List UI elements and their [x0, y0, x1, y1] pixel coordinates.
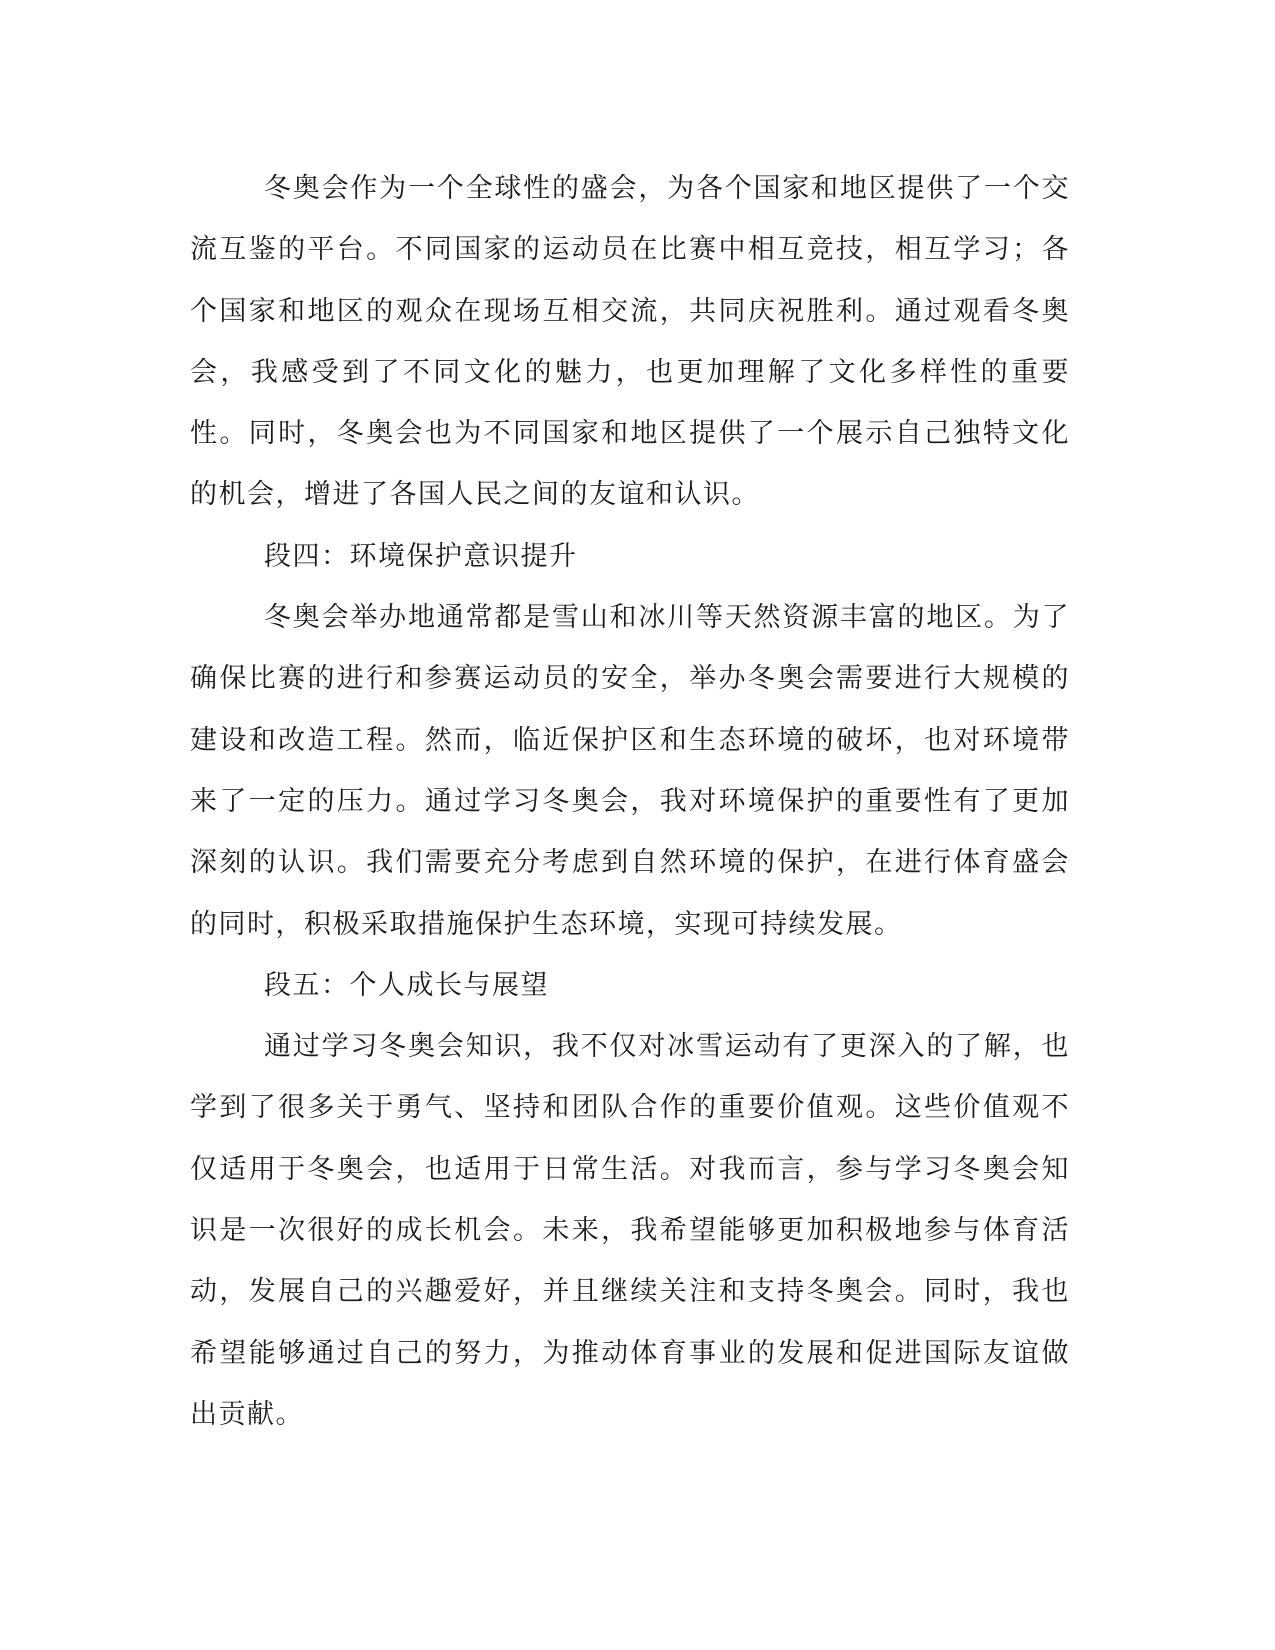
- paragraph-personal-growth: 通过学习冬奥会知识，我不仅对冰雪运动有了更深入的了解，也学到了很多关于勇气、坚持和团队合作的重要价值观。这些价值观不仅适用于冬奥会，也适用于日常生活。对我而言，参与学习冬奥会知识是一次很好的成长机会。未来，我希望能够更加积极地参与体育活动，发展自己的兴趣爱好，并且继续关注和支持冬奥会。同时，我也希望能够通过自己的努力，为推动体育事业的发展和促进国际友谊做出贡献。: [190, 1031, 1070, 1430]
- document-body: [190, 158, 1070, 1445]
- section-heading-five: 段五：个人成长与展望: [264, 969, 549, 1001]
- paragraph-cultural-exchange: 冬奥会作为一个全球性的盛会，为各个国家和地区提供了一个交流互鉴的平台。不同国家的运动员在比赛中相互竞技，相互学习；各个国家和地区的观众在现场互相交流，共同庆祝胜利。通过观看冬奥会，我感受到了不同文化的魅力，也更加理解了文化多样性的重要性。同时，冬奥会也为不同国家和地区提供了一个展示自己独特文化的机会，增进了各国人民之间的友谊和认识。: [190, 173, 1070, 511]
- section-heading-four: 段四：环境保护意识提升: [264, 540, 578, 572]
- paragraph-environment: 冬奥会举办地通常都是雪山和冰川等天然资源丰富的地区。为了确保比赛的进行和参赛运动员的安全，举办冬奥会需要进行大规模的建设和改造工程。然而，临近保护区和生态环境的破坏，也对环境带来了一定的压力。通过学习冬奥会，我对环境保护的重要性有了更加深刻的认识。我们需要充分考虑到自然环境的保护，在进行体育盛会的同时，积极采取措施保护生态环境，实现可持续发展。: [190, 602, 1070, 940]
